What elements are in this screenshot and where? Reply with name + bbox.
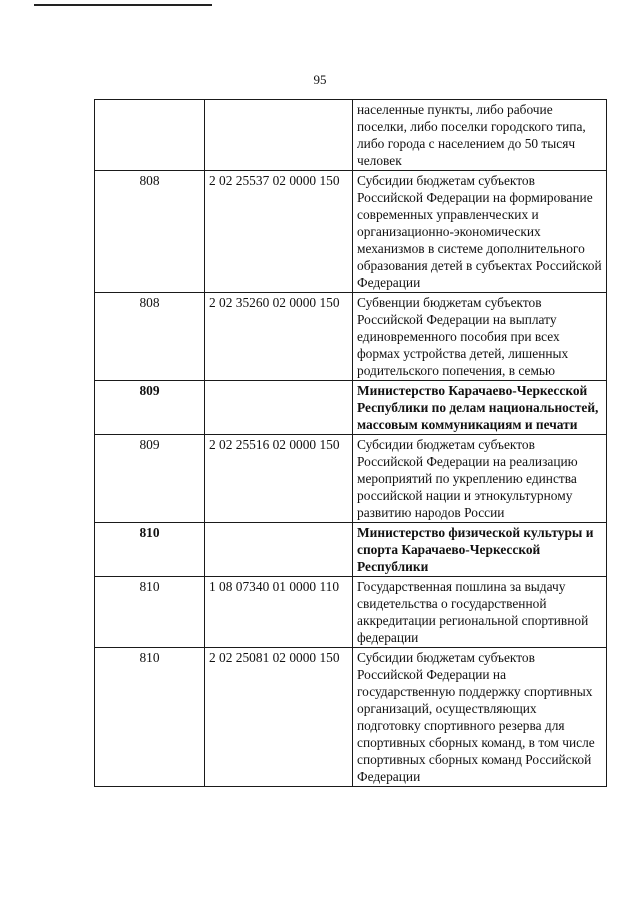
table-row (95, 435, 607, 523)
description-cell: Субвенции бюджетам субъектов Российской Федерации на выплату единовременного пособия при всех формах устройства детей, лишенных родительского попечения, в семью (353, 293, 607, 381)
kbk-code-cell: 2 02 25537 02 0000 150 (205, 171, 353, 293)
admin-code-cell: 809 (95, 435, 205, 523)
kbk-code-cell (205, 523, 353, 577)
table-row (95, 100, 607, 171)
admin-code-cell: 810 (95, 577, 205, 648)
kbk-code-cell (205, 381, 353, 435)
table-row (95, 577, 607, 648)
table-row (95, 293, 607, 381)
description-cell: населенные пункты, либо рабочие поселки, либо поселки городского типа, либо города с населением до 50 тысяч человек (353, 100, 607, 171)
admin-code-cell: 810 (95, 648, 205, 787)
admin-code-cell: 810 (95, 523, 205, 577)
admin-code-cell: 808 (95, 293, 205, 381)
table-row (95, 523, 607, 577)
description-cell: Субсидии бюджетам субъектов Российской Федерации на формирование современных управленческих и организационно-экономических механизмов в системе дополнительного образования детей в субъектах Российской Федерации (353, 171, 607, 293)
admin-code-cell: 808 (95, 171, 205, 293)
kbk-code-cell (205, 100, 353, 171)
table-row (95, 648, 607, 787)
page-number: 95 (313, 72, 327, 87)
kbk-code-cell: 2 02 25516 02 0000 150 (205, 435, 353, 523)
kbk-code-cell: 2 02 25081 02 0000 150 (205, 648, 353, 787)
description-cell: Министерство физической культуры и спорта Карачаево-Черкесской Республики (353, 523, 607, 577)
top-rule (34, 4, 212, 6)
description-cell: Субсидии бюджетам субъектов Российской Федерации на государственную поддержку спортивных организаций, осуществляющих подготовку спортивного резерва для спортивных сборных команд, в том числе спортивных сборных команд Российской Федерации (353, 648, 607, 787)
kbk-code-cell: 1 08 07340 01 0000 110 (205, 577, 353, 648)
budget-codes-table (94, 99, 607, 787)
table-row (95, 171, 607, 293)
kbk-code-cell: 2 02 35260 02 0000 150 (205, 293, 353, 381)
description-cell: Министерство Карачаево-Черкесской Республики по делам национальностей, массовым коммуникациям и печати (353, 381, 607, 435)
admin-code-cell: 809 (95, 381, 205, 435)
table-row (95, 381, 607, 435)
description-cell: Государственная пошлина за выдачу свидетельства о государственной аккредитации региональной спортивной федерации (353, 577, 607, 648)
admin-code-cell (95, 100, 205, 171)
description-cell: Субсидии бюджетам субъектов Российской Федерации на реализацию мероприятий по укреплению единства российской нации и этнокультурному развитию народов России (353, 435, 607, 523)
